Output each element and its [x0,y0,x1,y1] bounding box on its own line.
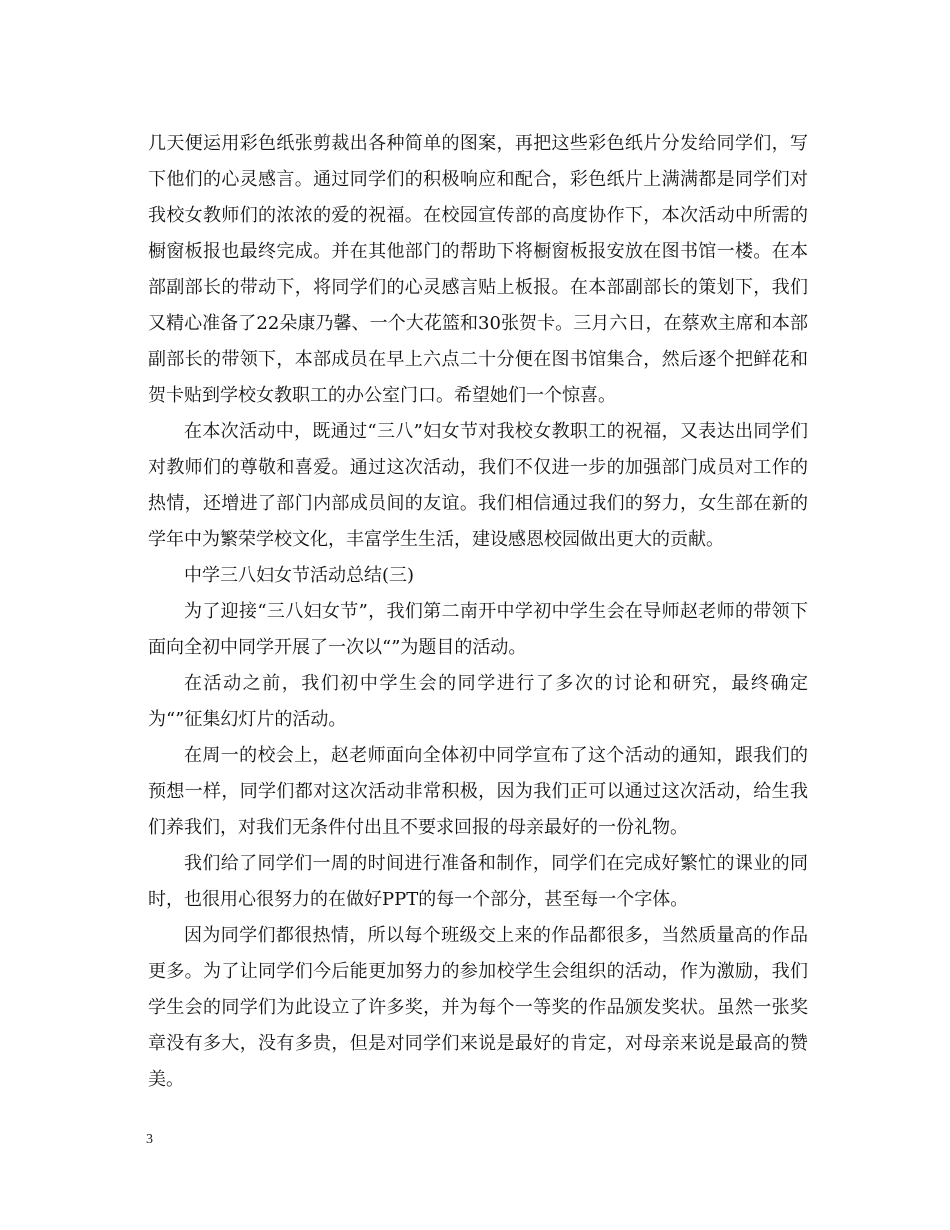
body-paragraph: 为了迎接“三八妇女节”，我们第二南开中学初中学生会在导师赵老师的带领下面向全初中同学开展了一次以“”为题目的活动。 [148,601,808,658]
body-paragraph: 因为同学们都很热情，所以每个班级交上来的作品都很多，当然质量高的作品更多。为了让同学们今后能更加努力的参加校学生会组织的活动，作为激励，我们学生会的同学们为此设立了许多奖，并为每个一等奖的作品颁发奖状。虽然一张奖章没有多大，没有多贵，但是对同学们来说是最好的肯定，对母亲来说是最高的赞美。 [148,925,808,1090]
body-paragraph: 几天便运用彩色纸张剪裁出各种简单的图案，再把这些彩色纸片分发给同学们，写下他们的心灵感言。通过同学们的积极响应和配合，彩色纸片上满满都是同学们对我校女教师们的浓浓的爱的祝福。在校园宣传部的高度协作下，本次活动中所需的橱窗板报也最终完成。并在其他部门的帮助下将橱窗板报安放在图书馆一楼。在本部副部长的带动下，将同学们的心灵感言贴上板报。在本部副部长的策划下，我们又精心准备了22朵康乃馨、一个大花篮和30张贺卡。三月六日，在蔡欢主席和本部副部长的带领下，本部成员在早上六点二十分便在图书馆集合，然后逐个把鲜花和贺卡贴到学校女教职工的办公室门口。希望她们一个惊喜。 [148,133,808,406]
section-heading: 中学三八妇女节活动总结(三) [184,565,415,586]
document-body [148,126,808,1098]
body-paragraph: 在活动之前，我们初中学生会的同学进行了多次的讨论和研究，最终确定为“”征集幻灯片的活动。 [148,673,808,730]
body-paragraph: 我们给了同学们一周的时间进行准备和制作，同学们在完成好繁忙的课业的同时，也很用心很努力的在做好PPT的每一个部分，甚至每一个字体。 [148,853,808,910]
body-paragraph: 在本次活动中，既通过“三八”妇女节对我校女教职工的祝福，又表达出同学们对教师们的尊敬和喜爱。通过这次活动，我们不仅进一步的加强部门成员对工作的热情，还增进了部门内部成员间的友谊。我们相信通过我们的努力，女生部在新的学年中为繁荣学校文化，丰富学生生活，建设感恩校园做出更大的贡献。 [148,421,808,550]
body-paragraph: 在周一的校会上，赵老师面向全体初中同学宣布了这个活动的通知，跟我们的预想一样，同学们都对这次活动非常积极，因为我们正可以通过这次活动，给生我们养我们，对我们无条件付出且不要求回报的母亲最好的一份礼物。 [148,745,808,838]
page-number: 3 [146,1132,153,1147]
